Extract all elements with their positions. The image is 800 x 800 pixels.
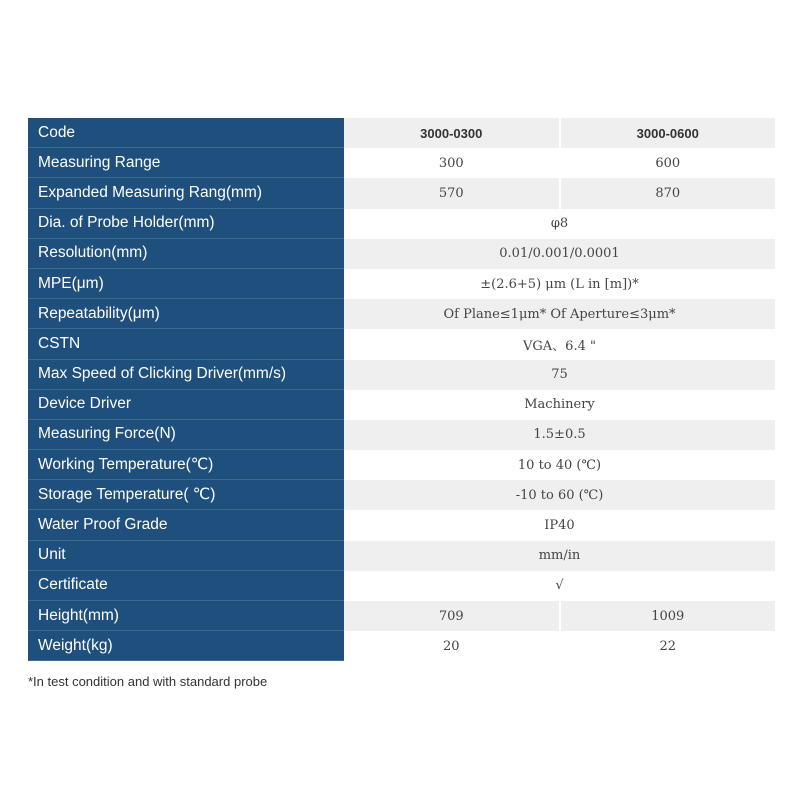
footnote: *In test condition and with standard probe	[28, 674, 268, 689]
row-label: MPE(μm)	[28, 269, 344, 299]
row-values	[344, 209, 775, 239]
table-row	[28, 269, 775, 299]
row-values	[344, 450, 775, 480]
table-row	[28, 148, 775, 178]
value-model-0600: 3000-0600	[559, 118, 776, 148]
row-label: Resolution(mm)	[28, 239, 344, 269]
table-row	[28, 450, 775, 480]
row-values	[344, 269, 775, 299]
row-value: φ8	[550, 216, 569, 232]
row-label: Measuring Force(N)	[28, 420, 344, 450]
row-values	[344, 480, 775, 510]
value-model-0600: 870	[559, 178, 776, 208]
table-row	[28, 209, 775, 239]
table-row	[28, 631, 775, 661]
table-row	[28, 178, 775, 208]
table-row	[28, 601, 775, 631]
row-values	[344, 420, 775, 450]
row-value: √	[555, 578, 564, 594]
row-label: Expanded Measuring Rang(mm)	[28, 178, 344, 208]
row-value: VGA、6.4 "	[523, 338, 596, 354]
table-row	[28, 390, 775, 420]
row-values	[344, 360, 775, 390]
table-row	[28, 299, 775, 329]
value-model-0300: 300	[438, 155, 464, 171]
row-label: Code	[28, 118, 344, 148]
row-label: Certificate	[28, 571, 344, 601]
row-label: Repeatability(μm)	[28, 299, 344, 329]
row-value: 75	[551, 367, 568, 383]
row-value: Machinery	[524, 397, 595, 413]
row-label: Water Proof Grade	[28, 510, 344, 540]
value-model-0300: 709	[438, 608, 464, 624]
row-label: Weight(kg)	[28, 631, 344, 661]
row-value: IP40	[544, 518, 575, 534]
row-value: 10 to 40 (℃)	[517, 457, 602, 473]
row-label: Unit	[28, 541, 344, 571]
table-row	[28, 420, 775, 450]
table-row	[28, 329, 775, 359]
row-values	[344, 239, 775, 269]
table-row	[28, 239, 775, 269]
row-values	[344, 390, 775, 420]
row-values	[344, 148, 775, 178]
table-row	[28, 541, 775, 571]
table-header-row	[28, 118, 775, 148]
row-value: 1.5±0.5	[533, 427, 586, 443]
row-values	[344, 541, 775, 571]
row-label: Dia. of Probe Holder(mm)	[28, 209, 344, 239]
row-values	[344, 118, 775, 148]
value-model-0300: 3000-0300	[420, 125, 483, 141]
row-label: Working Temperature(℃)	[28, 450, 344, 480]
row-values	[344, 178, 775, 208]
row-value: -10 to 60 (℃)	[515, 487, 604, 503]
spec-table	[28, 118, 775, 661]
value-model-0600: 600	[559, 148, 776, 178]
value-model-0300: 20	[442, 638, 460, 654]
table-row	[28, 510, 775, 540]
row-label: Storage Temperature( ℃)	[28, 480, 344, 510]
row-values	[344, 601, 775, 631]
row-label: Height(mm)	[28, 601, 344, 631]
row-label: Device Driver	[28, 390, 344, 420]
row-values	[344, 329, 775, 359]
table-row	[28, 360, 775, 390]
row-value: Of Plane≤1μm* Of Aperture≤3μm*	[443, 306, 676, 322]
value-model-0300: 570	[438, 185, 464, 201]
row-label: Measuring Range	[28, 148, 344, 178]
row-value: mm/in	[538, 548, 581, 564]
row-value: 0.01/0.001/0.0001	[499, 246, 620, 262]
row-values	[344, 571, 775, 601]
row-values	[344, 299, 775, 329]
row-label: CSTN	[28, 329, 344, 359]
row-values	[344, 631, 775, 661]
value-model-0600: 22	[559, 631, 776, 661]
row-value: ±(2.6+5) μm (L in [m])*	[480, 276, 639, 292]
table-row	[28, 571, 775, 601]
value-model-0600: 1009	[559, 601, 776, 631]
table-row	[28, 480, 775, 510]
row-label: Max Speed of Clicking Driver(mm/s)	[28, 360, 344, 390]
row-values	[344, 510, 775, 540]
